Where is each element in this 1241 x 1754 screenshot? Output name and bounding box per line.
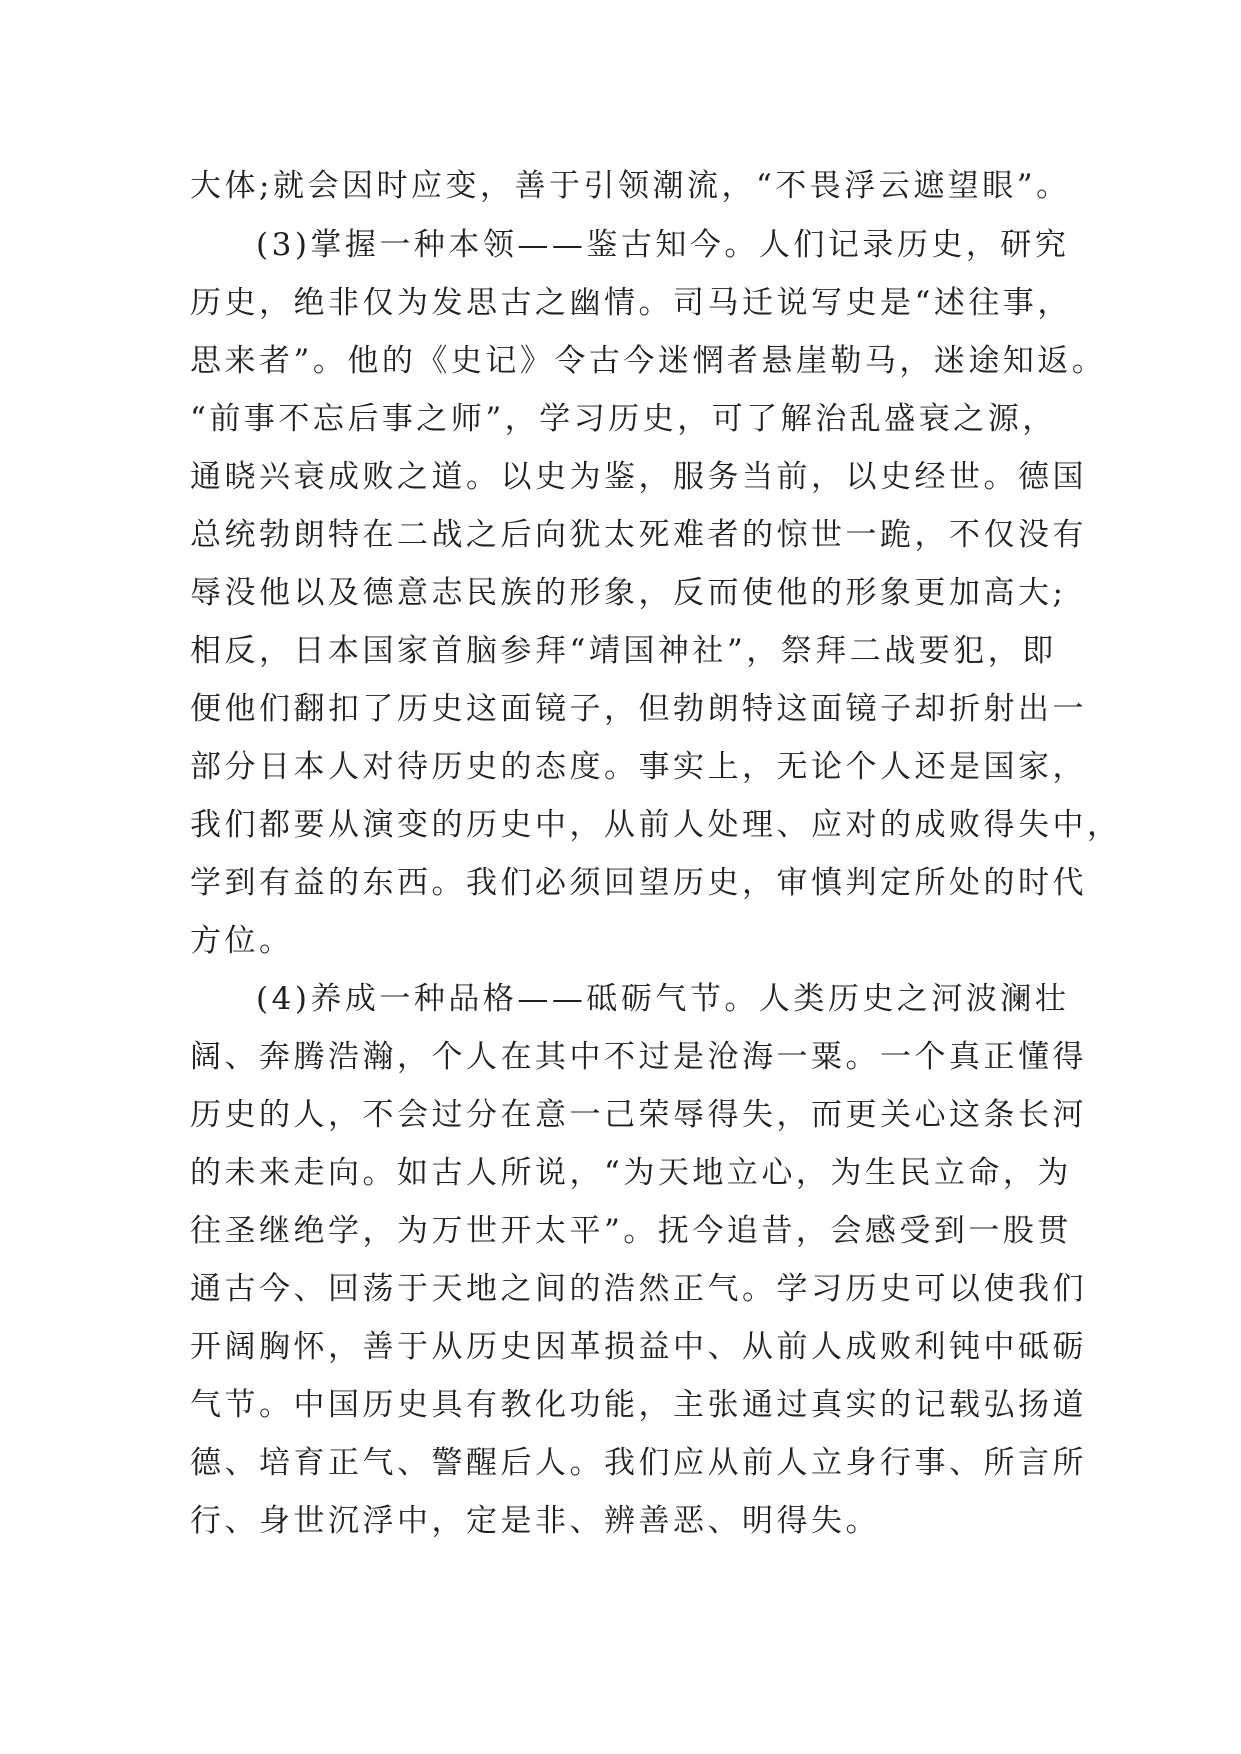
text-line: 行、身世沉浮中，定是非、辨善恶、明得失。: [190, 1503, 880, 1539]
text-line: 大体;就会因时应变，善于引领潮流，“不畏浮云遮望眼”。: [190, 168, 1071, 204]
text-line: 辱没他以及德意志民族的形象，反而使他的形象更加高大;: [190, 575, 1067, 611]
text-line: 总统勃朗特在二战之后向犹太死难者的惊世一跪，不仅没有: [190, 517, 1087, 553]
text-line: “前事不忘后事之师”，学习历史，可了解治乱盛衰之源，: [190, 401, 1057, 437]
text-line: 的未来走向。如古人所说，“为天地立心，为生民立命，为: [190, 1155, 1072, 1191]
text-line: 通古今、回荡于天地之间的浩然正气。学习历史可以使我们: [190, 1271, 1087, 1307]
text-line: 学到有益的东西。我们必须回望历史，审慎判定所处的时代: [190, 865, 1087, 901]
text-line: 我们都要从演变的历史中，从前人处理、应对的成败得失中，: [190, 807, 1122, 843]
paragraph-3-start: (3)掌握一种本领——鉴古知今。人们记录历史，研究: [256, 227, 1070, 263]
text-line: 思来者”。他的《史记》令古今迷惘者悬崖勒马，迷途知返。: [190, 343, 1107, 379]
text-line: 往圣继绝学，为万世开太平”。抚今追昔，会感受到一股贯: [190, 1213, 1072, 1249]
text-line: 通晓兴衰成败之道。以史为鉴，服务当前，以史经世。德国: [190, 459, 1087, 495]
text-line: 开阔胸怀，善于从历史因革损益中、从前人成败利钝中砥砺: [190, 1329, 1087, 1365]
text-line: 历史的人，不会过分在意一己荣辱得失，而更关心这条长河: [190, 1097, 1087, 1133]
paragraph-4-start: (4)养成一种品格——砥砺气节。人类历史之河波澜壮: [256, 981, 1070, 1017]
text-line: 历史，绝非仅为发思古之幽情。司马迁说写史是“述往事，: [190, 285, 1072, 321]
text-line: 部分日本人对待历史的态度。事实上，无论个人还是国家，: [190, 749, 1087, 785]
text-line: 气节。中国历史具有教化功能，主张通过真实的记载弘扬道: [190, 1387, 1087, 1423]
text-line: 便他们翻扣了历史这面镜子，但勃朗特这面镜子却折射出一: [190, 691, 1087, 727]
text-line: 方位。: [190, 923, 294, 959]
text-line: 相反，日本国家首脑参拜“靖国神社”，祭拜二战要犯，即: [190, 633, 1057, 669]
text-line: 德、培育正气、警醒后人。我们应从前人立身行事、所言所: [190, 1445, 1087, 1481]
text-line: 阔、奔腾浩瀚，个人在其中不过是沧海一粟。一个真正懂得: [190, 1039, 1087, 1075]
